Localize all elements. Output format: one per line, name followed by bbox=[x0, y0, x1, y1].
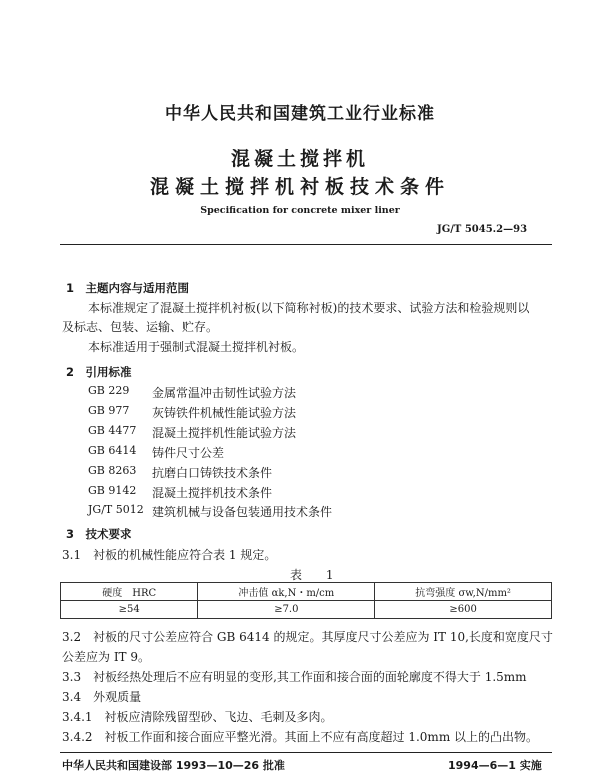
section-1-para-1-cont: 及标志、包装、运输、贮存。 bbox=[62, 320, 219, 334]
issuer-title: 中华人民共和国建筑工业行业标准 bbox=[165, 104, 435, 124]
clause-3-4-1: 3.4.1 衬板应清除残留型砂、飞边、毛刺及多肉。 bbox=[62, 710, 333, 724]
table-row bbox=[61, 601, 552, 619]
cell-hardness: ≥54 bbox=[61, 601, 198, 619]
clause-3-4-2: 3.4.2 衬板工作面和接合面应平整光滑。其面上不应有高度超过 1.0mm 以上的凸出物。 bbox=[62, 730, 539, 744]
table-header-row bbox=[61, 583, 552, 601]
header-bending-strength: 抗弯强度 σw,N/mm² bbox=[375, 583, 552, 601]
table-caption: 表 1 bbox=[290, 568, 344, 582]
ref-title: 金属常温冲击韧性试验方法 bbox=[152, 386, 297, 400]
implementation-date: 1994—6—1 实施 bbox=[448, 759, 542, 772]
header-rule bbox=[60, 244, 552, 245]
ref-code: GB 977 bbox=[88, 404, 130, 417]
ref-title: 铸件尺寸公差 bbox=[152, 446, 225, 460]
footer-rule bbox=[60, 752, 552, 753]
clause-3-2-cont: 公差应为 IT 9。 bbox=[62, 650, 151, 664]
section-2-heading: 2 引用标准 bbox=[66, 365, 132, 379]
cell-bending-strength: ≥600 bbox=[375, 601, 552, 619]
clause-3-1: 3.1 衬板的机械性能应符合表 1 规定。 bbox=[62, 548, 277, 562]
ref-title: 抗磨白口铸铁技术条件 bbox=[152, 466, 273, 480]
header-impact: 冲击值 αk,N・m/cm bbox=[198, 583, 375, 601]
cell-impact: ≥7.0 bbox=[198, 601, 375, 619]
clause-3-4: 3.4 外观质量 bbox=[62, 690, 142, 704]
section-1-para-1: 本标准规定了混凝土搅拌机衬板(以下简称衬板)的技术要求、试验方法和检验规则以 bbox=[88, 301, 530, 315]
ref-code: GB 4477 bbox=[88, 424, 137, 437]
ref-code: JG/T 5012 bbox=[88, 503, 144, 516]
ref-code: GB 6414 bbox=[88, 444, 137, 457]
ref-title: 混凝土搅拌机技术条件 bbox=[152, 486, 273, 500]
ref-code: GB 8263 bbox=[88, 464, 137, 477]
ref-title: 灰铸铁件机械性能试验方法 bbox=[152, 406, 297, 420]
header-hardness: 硬度 HRC bbox=[61, 583, 198, 601]
section-3-heading: 3 技术要求 bbox=[66, 527, 132, 541]
section-1-para-2: 本标准适用于强制式混凝土搅拌机衬板。 bbox=[88, 340, 305, 354]
ref-title: 混凝土搅拌机性能试验方法 bbox=[152, 426, 297, 440]
section-1-heading: 1 主题内容与适用范围 bbox=[66, 281, 190, 295]
title-line-2: 混凝土搅拌机衬板技术条件 bbox=[149, 176, 450, 198]
standard-code: JG/T 5045.2—93 bbox=[437, 224, 528, 235]
english-title: Specification for concrete mixer liner bbox=[200, 205, 400, 216]
title-line-1: 混凝土搅拌机 bbox=[230, 148, 369, 170]
ref-code: GB 229 bbox=[88, 384, 130, 397]
clause-3-3: 3.3 衬板经热处理后不应有明显的变形,其工作面和接合面的面轮廓度不得大于 1.5mm bbox=[62, 670, 527, 684]
ref-title: 建筑机械与设备包装通用技术条件 bbox=[152, 505, 333, 519]
approval-note: 中华人民共和国建设部 1993—10—26 批准 bbox=[62, 759, 285, 772]
mechanical-properties-table bbox=[60, 582, 552, 619]
clause-3-2: 3.2 衬板的尺寸公差应符合 GB 6414 的规定。其厚度尺寸公差应为 IT 10,长度和宽度尺寸 bbox=[62, 630, 553, 644]
ref-code: GB 9142 bbox=[88, 484, 137, 497]
